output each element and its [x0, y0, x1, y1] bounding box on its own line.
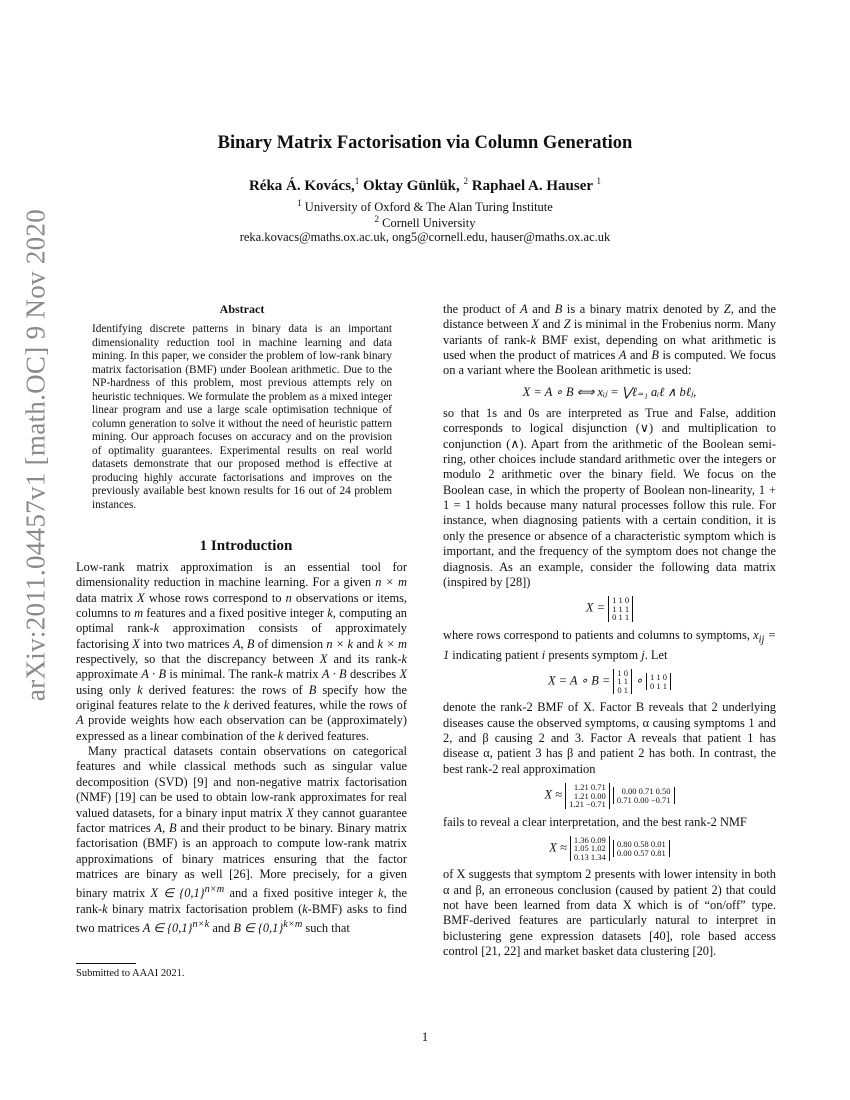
equation-nmf: X ≈ 1.36 0.09 1.05 1.02 0.13 1.34 0.80 0.58 0.01 0.00 0.57 0.81 — [443, 836, 776, 862]
section-heading: 1 Introduction — [199, 538, 293, 554]
paragraph: denote the rank-2 BMF of X. Factor B reveals that 2 underlying diseases cause the observed symptoms, α causing symptoms 1 and 2, and β causing 2 and 3. Factor A reveals that patient 1 has disease α, patient 3 has β and patient 2 has both. In contrast, the best rank-2 real approximation — [443, 700, 776, 776]
footnote-rule — [76, 963, 136, 964]
left-column-body — [76, 560, 407, 937]
matrix-h: 0.80 0.58 0.01 0.00 0.57 0.81 — [613, 840, 670, 857]
paper-title: Binary Matrix Factorisation via Column Generation — [217, 133, 633, 153]
affiliation: $^2$ Cornell University — [374, 214, 476, 231]
paragraph: Low-rank matrix approximation is an essential tool for dimensionality reduction in machine learning. For a given n × m data matrix X whose rows correspond to n observations or items, columns to m features and a fixed positive integer k, computing an optimal rank-k approximation consists of approximately factorising X into two matrices A, B of dimension n × k and k × m respectively, so that the discrepancy between X and its rank-k approximate A · B is minimal. The rank-k matrix A · B describes X using only k derived features: the rows of B specify how the original features relate to the k derived features, while the rows of A provide weights how each observation can be (approximately) expressed as a linear combination of the k derived features. — [76, 560, 408, 743]
paragraph: of X suggests that symptom 2 presents with lower intensity in both α and β, an erroneous conclusion (caused by patient 2) that could not have been learned from data X which is of “on/off” type. BMF-derived features are particularly natural to interpret in biclustering gene expression datasets [40], role based access control [21, 22] and market basket data clustering [20]. — [443, 867, 776, 959]
author-name: Réka Á. Kovács, — [248, 178, 355, 194]
matrix-a: 1 0 1 1 0 1 — [613, 669, 632, 695]
author-name: Oktay Günlük, — [363, 178, 460, 194]
equation-data-matrix: X = 1 1 0 1 1 1 0 1 1 — [443, 596, 776, 622]
equation-boolean-product: X = A ∘ B ⟺ xᵢⱼ = ⋁ℓ₌₁ aᵢℓ ∧ bℓⱼ, — [522, 384, 697, 399]
matrix-b: 1 1 0 0 1 1 — [646, 673, 671, 690]
paragraph: Many practical datasets contain observations on categorical features and while classical methods such as singular value decomposition (SVD) [9] and non-negative matrix factorisation (NMF) [19] can be used to obtain low-rank approximates for real valued datasets, for a binary input matrix X they cannot guarantee factor matrices A, B and their product to be binary. Binary matrix factorisation (BMF) is an approach to compute low-rank matrix approximations of binary matrices ensuring that the factor matrices are binary as well [26]. More precisely, for a given binary matrix X ∈ $\{0,1\}^{n\times m}$ and a fixed positive integer k, the rank-k binary matrix factorisation problem (k-BMF) asks to find two matrices A ∈ $\{0,1\}^{n\times k}$ and B ∈ $\{0,1\}^{k\times m}$ such that — [76, 744, 408, 936]
paragraph: the product of A and B is a binary matrix denoted by Z, and the distance between X and Z is minimal in the Frobenius norm. Many variants of rank-k BMF exist, depending on what arithmetic is used when the product of matrices A and B is computed. We focus on a variant where the Boolean arithmetic is used: — [443, 302, 777, 378]
paragraph: fails to reveal a clear interpretation, and the best rank-2 NMF — [443, 814, 747, 829]
affiliation: $^1$ University of Oxford & The Alan Turing Institute — [297, 198, 553, 215]
paragraph: where rows correspond to patients and columns to symptoms, $x_{ij} = 1$ indicating patient i presents symptom j. Let — [443, 627, 776, 662]
matrix-w: 1.36 0.09 1.05 1.02 0.13 1.34 — [570, 836, 610, 862]
abstract-heading: Abstract — [219, 302, 265, 316]
author-name: Raphael A. Hauser — [471, 178, 593, 194]
matrix-u: 1.21 0.71 1.21 0.00 1.21 −0.71 — [565, 783, 610, 809]
author-list: Réka Á. Kovács,$^1$ Oktay Günlük, $^2$ Raphael A. Hauser $^1$ — [248, 176, 602, 194]
abstract-text: Identifying discrete patterns in binary data is an important dimensionality reduction tool in machine learning and data mining. In this paper, we consider the problem of low-rank binary matrix factorisation (BMF) under Boolean arithmetic. Due to the NP-hardness of this problem, most previous attempts rely on heuristic techniques. We formulate the problem as a mixed integer linear program and use a large scale optimisation technique of column generation to solve it without the need of heuristic pattern mining. Our approach focuses on accuracy and on the provision of optimality guarantees. Experimental results on real world datasets demonstrate that our proposed method is effective at producing highly accurate factorisations and improves on the previously available best known results for 16 out of 24 problem instances. — [92, 323, 392, 511]
matrix-x: 1 1 0 1 1 1 0 1 1 — [608, 596, 633, 622]
arxiv-side-label: arXiv:2011.04457v1 [math.OC] 9 Nov 2020 — [20, 208, 51, 702]
paragraph: so that 1s and 0s are interpreted as True and False, addition corresponds to logical disjunction (∨) and multiplication to conjunction (∧). Apart from the arithmetic of the Boolean semi-ring, other choices include standard arithmetic over the integers or modulo 2 arithmetic over the binary field. We focus on the Boolean case, in which the property of Boolean non-linearity, 1 + 1 = 1 holds because many natural processes follow this rule. For instance, when diagnosing patients with a certain condition, it is only the presence or absence of a characteristic symptom which is important, and the frequency of the symptom does not change the diagnosis. As an example, consider the following data matrix (inspired by [28]) — [443, 406, 776, 589]
right-column-body — [443, 302, 776, 959]
matrix-v: 0.00 0.71 0.50 0.71 0.00 −0.71 — [613, 787, 675, 804]
footnote: Submitted to AAAI 2021. — [76, 968, 185, 979]
equation-bmf: X = A ∘ B = 1 0 1 1 0 1 ∘ 1 1 0 0 1 1 — [443, 669, 776, 695]
page-number: 1 — [421, 1030, 429, 1044]
author-emails: reka.kovacs@maths.ox.ac.uk, ong5@cornell.edu, hauser@maths.ox.ac.uk — [239, 230, 611, 244]
equation-real-approx: X ≈ 1.21 0.71 1.21 0.00 1.21 −0.71 0.00 0.71 0.50 0.71 0.00 −0.71 — [443, 783, 776, 809]
